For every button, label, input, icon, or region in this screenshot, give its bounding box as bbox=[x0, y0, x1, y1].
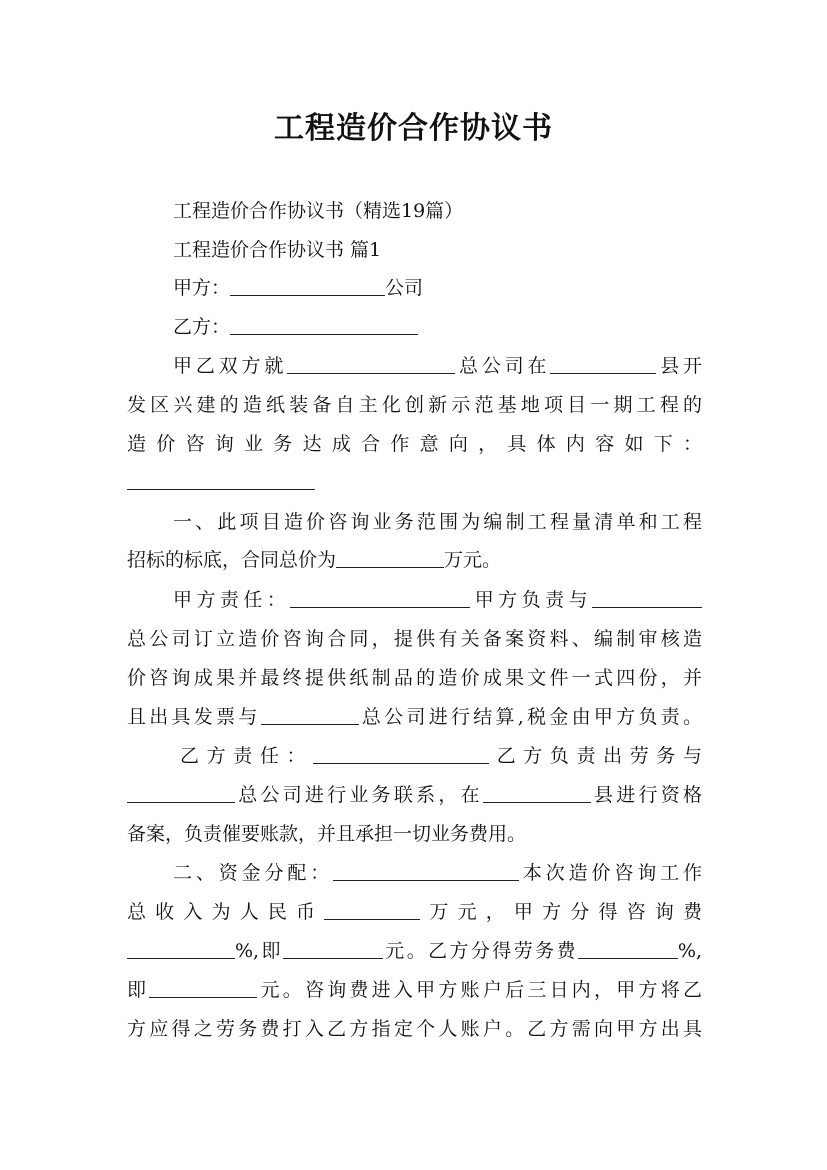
party-b-line bbox=[173, 308, 702, 346]
text-segment: 发区兴建的造纸装备自主化创新示范基地项目一期工程的 bbox=[127, 394, 702, 416]
paragraph-line bbox=[127, 386, 702, 424]
text-segment: 元。咨询费进入甲方账户后三日内，甲方将乙 bbox=[257, 979, 702, 1001]
text-segment: 即 bbox=[127, 979, 150, 1001]
blank-field bbox=[127, 782, 235, 803]
paragraph-line bbox=[127, 425, 702, 463]
paragraph-line bbox=[180, 737, 702, 775]
text-segment: 一、此项目造价咨询业务范围为编制工程量清单和工程 bbox=[173, 511, 702, 533]
text-segment: 备案，负责催要账款，并且承担一切业务费用。 bbox=[127, 823, 527, 845]
paragraph-line bbox=[127, 932, 702, 970]
paragraph-line bbox=[127, 893, 702, 931]
paragraph-line bbox=[127, 971, 702, 1009]
text-segment: %, bbox=[677, 940, 702, 962]
party-a-suffix: 公司 bbox=[385, 277, 424, 299]
paragraph-line bbox=[127, 815, 702, 853]
text-segment: 二、资金分配： bbox=[173, 862, 334, 884]
party-a-label: 甲方： bbox=[173, 277, 231, 299]
blank-field bbox=[230, 314, 418, 335]
paragraph-line bbox=[127, 541, 702, 579]
text-segment: 甲方负责与 bbox=[470, 589, 592, 611]
text-segment: 总收入为人民币 bbox=[127, 901, 325, 923]
text-segment: 且出具发票与 bbox=[127, 706, 261, 728]
blank-field bbox=[483, 782, 591, 803]
section-heading bbox=[173, 231, 702, 269]
text-segment: 元。乙方分得劳务费 bbox=[382, 940, 578, 962]
text-segment: 招标的标底，合同总价为 bbox=[127, 549, 337, 571]
paragraph-line bbox=[127, 620, 702, 658]
text-segment: 乙方责任： bbox=[180, 745, 314, 767]
text-segment: 本次造价咨询工作 bbox=[519, 862, 702, 884]
blank-field bbox=[127, 469, 315, 490]
blank-field bbox=[550, 353, 656, 374]
text-segment: 万元，甲方分得咨询费 bbox=[420, 901, 702, 923]
text-segment: 县进行资格 bbox=[590, 784, 702, 806]
blank-field bbox=[127, 938, 235, 959]
text-segment: 总公司订立造价咨询合同，提供有关备案资料、编制审核造 bbox=[127, 628, 702, 650]
blank-field bbox=[592, 587, 702, 608]
subtitle-text: 工程造价合作协议书（精选19篇） bbox=[173, 200, 464, 222]
blank-field bbox=[287, 353, 455, 374]
text-segment: 方应得之劳务费打入乙方指定个人账户。乙方需向甲方出具 bbox=[127, 1018, 702, 1040]
paragraph-line bbox=[173, 581, 702, 619]
text-segment: 甲方责任： bbox=[173, 589, 291, 611]
paragraph-line bbox=[127, 659, 702, 697]
text-segment: 总公司进行结算,税金由甲方负责。 bbox=[358, 706, 702, 728]
blank-field bbox=[261, 704, 359, 725]
paragraph-line bbox=[173, 503, 702, 541]
blank-field bbox=[283, 938, 383, 959]
paragraph-line bbox=[127, 776, 702, 814]
paragraph-line bbox=[127, 698, 702, 736]
document-subtitle bbox=[173, 192, 702, 230]
text-segment: 县开 bbox=[656, 355, 702, 377]
blank-field bbox=[149, 977, 257, 998]
text-segment: 乙方负责出劳务与 bbox=[489, 745, 702, 767]
text-segment: 造价咨询业务达成合作意向，具体内容如下： bbox=[127, 433, 702, 455]
text-segment: 价咨询成果并最终提供纸制品的造价成果文件一式四份，并 bbox=[127, 667, 702, 689]
blank-field bbox=[324, 899, 420, 920]
text-segment: %,即 bbox=[235, 940, 283, 962]
text-segment: 总公司进行业务联系，在 bbox=[235, 784, 483, 806]
party-b-label: 乙方： bbox=[173, 316, 231, 338]
blank-field bbox=[313, 743, 489, 764]
blank-field bbox=[578, 938, 678, 959]
blank-field bbox=[333, 860, 519, 881]
text-segment: 万元。 bbox=[444, 549, 502, 571]
text-segment: 甲乙双方就 bbox=[173, 355, 288, 377]
text-segment: 总公司在 bbox=[455, 355, 551, 377]
paragraph-line bbox=[173, 854, 702, 892]
document-title: 工程造价合作协议书 bbox=[274, 111, 553, 146]
blank-field bbox=[230, 275, 385, 296]
section-heading-text: 工程造价合作协议书 篇1 bbox=[173, 239, 382, 261]
paragraph-line bbox=[173, 347, 702, 385]
paragraph-line bbox=[127, 1010, 702, 1048]
party-a-line bbox=[173, 269, 702, 307]
paragraph-line bbox=[127, 463, 702, 501]
blank-field bbox=[290, 587, 470, 608]
blank-field bbox=[336, 547, 444, 568]
